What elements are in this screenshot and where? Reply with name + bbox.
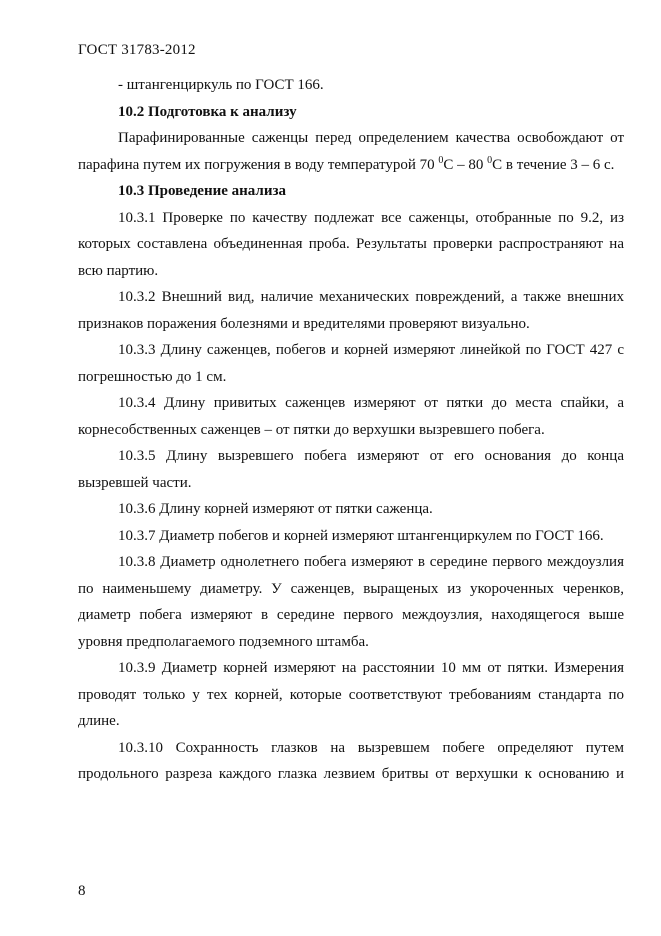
paragraph-10-3-3: 10.3.3 Длину саженцев, побегов и корней измеряют линейкой по ГОСТ 427 с погрешностью до 1 см.: [78, 342, 624, 385]
section-10-2-text-b: С – 80: [443, 156, 488, 173]
paragraph-10-3-10: 10.3.10 Сохранность глазков на вызревшем побеге определяют путем продольного разреза каждого глазка лезвием бритвы от верхушки к основанию и: [78, 739, 624, 782]
paragraph-10-3-8: 10.3.8 Диаметр однолетнего побега измеряют в середине первого междоузлия по наименьшему диаметру. У саженцев, выращеных из укороченных черенков, диаметр побега измеряют в середине первого междоузлия, находящегося выше уровня предполагаемого подземного штамба.: [78, 554, 624, 650]
paragraph-10-3-2: 10.3.2 Внешний вид, наличие механических повреждений, а также внешних признаков поражения болезнями и вредителями проверяют визуально.: [78, 289, 624, 332]
section-10-2-paragraph: [78, 125, 624, 178]
paragraph-10-3-5: 10.3.5 Длину вызревшего побега измеряют от его основания до конца вызревшей части.: [78, 448, 624, 491]
document-body: [78, 72, 624, 788]
degree-sup-a: 0: [438, 154, 444, 166]
degree-sup-b: 0: [487, 154, 493, 166]
page-number: 8: [78, 883, 86, 899]
paragraph-10-3-4: 10.3.4 Длину привитых саженцев измеряют от пятки до места спайки, а корнесобственных саженцев – от пятки до верхушки вызревшего побега.: [78, 395, 624, 438]
paragraph-10-3-1: 10.3.1 Проверке по качеству подлежат все саженцы, отобранные по 9.2, из которых составлена объединенная проба. Результаты проверки распространяют на всю партию.: [78, 209, 624, 279]
document-header: ГОСТ 31783-2012: [78, 42, 196, 58]
section-10-2-text-a: Парафинированные саженцы перед определением качества освобождают от парафина путем их погружения в воду температурой 70: [78, 130, 624, 173]
section-10-2-title: 10.2 Подготовка к анализу: [118, 103, 297, 120]
section-10-3-title: 10.3 Проведение анализа: [118, 183, 286, 199]
section-10-2-text-c: С в течение 3 – 6 с.: [492, 156, 615, 173]
paragraph-10-3-9: 10.3.9 Диаметр корней измеряют на расстоянии 10 мм от пятки. Измерения проводят только у тех корней, которые соответствуют требованиям стандарта по длине.: [78, 660, 624, 729]
paragraph-10-3-6: 10.3.6 Длину корней измеряют от пятки саженца.: [118, 501, 433, 517]
paragraph-10-3-7: 10.3.7 Диаметр побегов и корней измеряют штангенциркулем по ГОСТ 166.: [118, 527, 604, 544]
intro-line: - штангенциркуль по ГОСТ 166.: [118, 77, 324, 93]
